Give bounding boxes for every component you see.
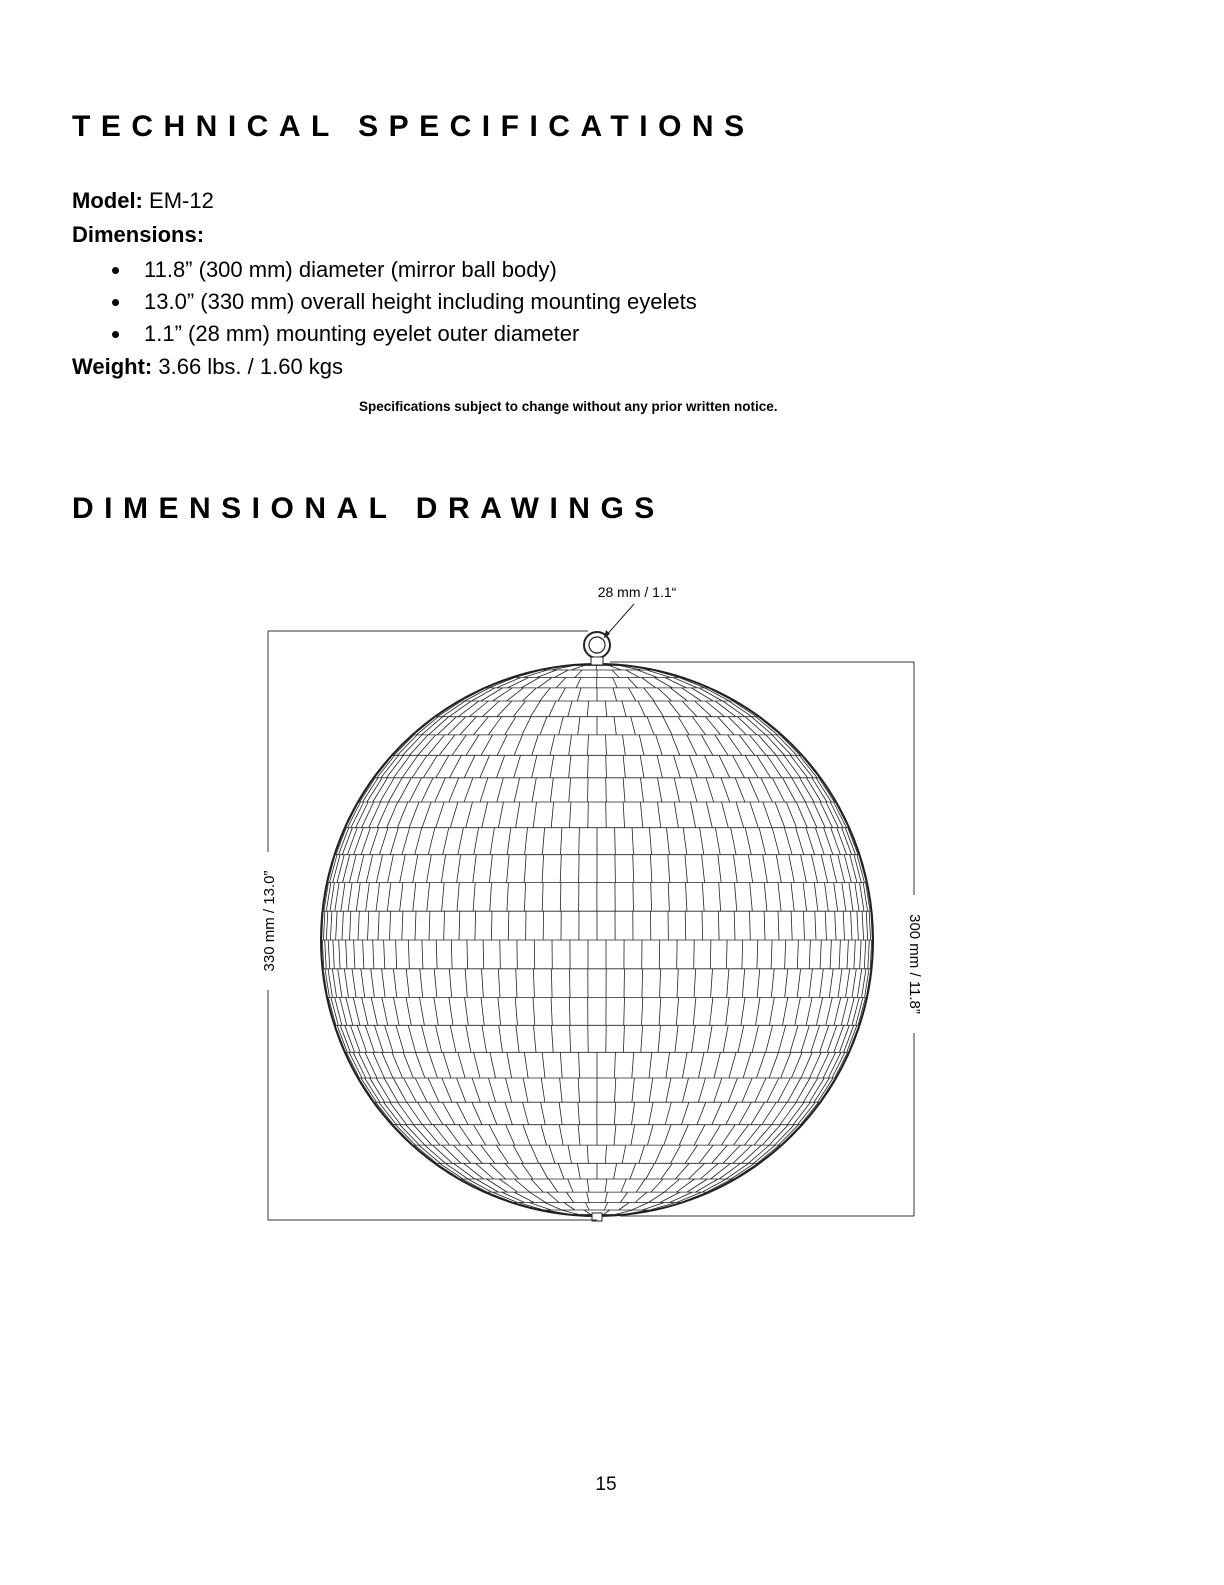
dimension-text: 11.8” (300 mm) diameter (mirror ball body): [144, 257, 557, 282]
dimensions-label: Dimensions:: [72, 222, 205, 247]
height-dimension-label: 330 mm / 13.0”: [261, 870, 278, 972]
dimensional-drawings-heading: DIMENSIONAL DRAWINGS: [72, 492, 665, 525]
model-label: Model:: [72, 188, 143, 213]
dimension-text: 1.1” (28 mm) mounting eyelet outer diameter: [144, 321, 580, 346]
mirror-ball-tile-grid: [321, 664, 873, 1216]
eyelet-base: [591, 657, 603, 665]
dimension-text: 13.0” (330 mm) overall height including mounting eyelets: [144, 289, 697, 314]
diameter-dimension-label: 300 mm / 11.8”: [906, 914, 923, 1014]
weight-value: 3.66 lbs. / 1.60 kgs: [158, 354, 344, 379]
specifications-disclaimer: Specifications subject to change without any prior written notice.: [359, 399, 778, 414]
page-number: 15: [595, 1474, 617, 1495]
mirror-tile-lines: [321, 664, 873, 1216]
eyelet-dimension-label: 28 mm / 1.1“: [597, 584, 677, 600]
weight-label: Weight:: [72, 354, 153, 379]
model-value: EM-12: [149, 188, 214, 213]
technical-specifications-heading: TECHNICAL SPECIFICATIONS: [72, 110, 755, 143]
